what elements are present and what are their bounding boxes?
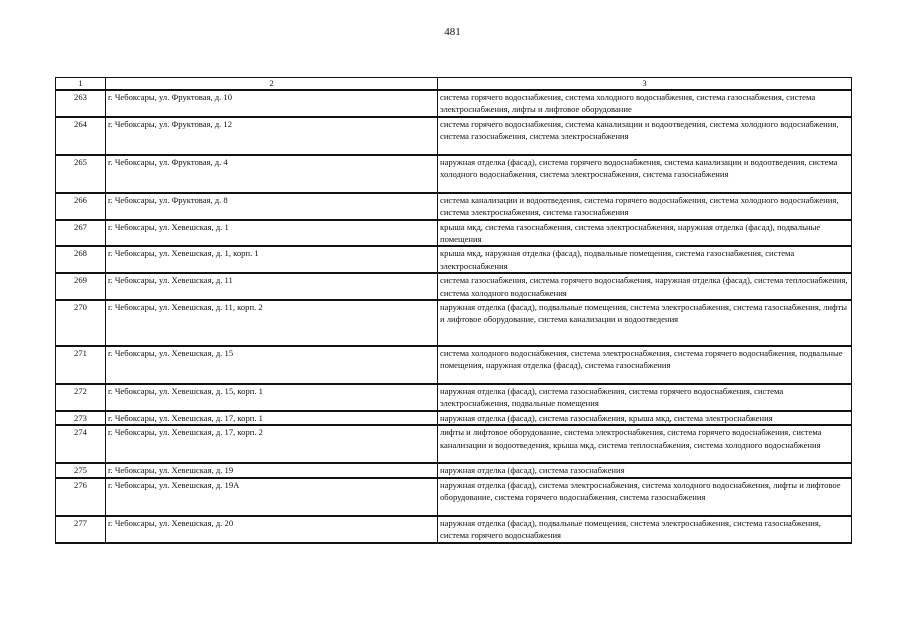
row-number: 264 [56, 117, 106, 155]
row-address: г. Чебоксары, ул. Хевешская, д. 19 [106, 463, 438, 477]
row-address: г. Чебоксары, ул. Фруктовая, д. 8 [106, 193, 438, 220]
row-address: г. Чебоксары, ул. Хевешская, д. 1 [106, 220, 438, 247]
row-number: 270 [56, 300, 106, 346]
row-systems: наружная отделка (фасад), система электроснабжения, система холодного водоснабжения, лифты и лифтовое оборудование, система горячего водоснабжения, система газоснабжения [438, 478, 852, 516]
row-number: 276 [56, 478, 106, 516]
table-row [56, 478, 852, 516]
row-systems: система горячего водоснабжения, система канализации и водоотведения, система холодного водоснабжения, система газоснабжения, система электроснабжения [438, 117, 852, 155]
row-address: г. Чебоксары, ул. Фруктовая, д. 4 [106, 155, 438, 193]
row-address: г. Чебоксары, ул. Хевешская, д. 17, корп. 1 [106, 411, 438, 425]
row-address: г. Чебоксары, ул. Хевешская, д. 1, корп. 1 [106, 246, 438, 273]
row-number: 277 [56, 516, 106, 543]
table-row [56, 246, 852, 273]
table-row [56, 516, 852, 543]
row-number: 273 [56, 411, 106, 425]
table-row [56, 411, 852, 425]
row-number: 265 [56, 155, 106, 193]
page-number: 481 [444, 26, 461, 38]
row-systems: наружная отделка (фасад), система газоснабжения, крыша мкд, система электроснабжения [438, 411, 852, 425]
row-address: г. Чебоксары, ул. Хевешская, д. 20 [106, 516, 438, 543]
row-address: г. Чебоксары, ул. Хевешская, д. 19А [106, 478, 438, 516]
table-row [56, 463, 852, 477]
table-row [56, 220, 852, 247]
row-address: г. Чебоксары, ул. Фруктовая, д. 12 [106, 117, 438, 155]
buildings-table [55, 77, 852, 544]
table-row [56, 193, 852, 220]
header-col-2: 2 [106, 78, 438, 91]
row-systems: наружная отделка (фасад), система газоснабжения, система горячего водоснабжения, система электроснабжения, подвальные помещения [438, 384, 852, 411]
row-address: г. Чебоксары, ул. Хевешская, д. 11, корп. 2 [106, 300, 438, 346]
header-col-3: 3 [438, 78, 852, 91]
row-systems: наружная отделка (фасад), подвальные помещения, система электроснабжения, система газоснабжения, система горячего водоснабжения [438, 516, 852, 543]
row-address: г. Чебоксары, ул. Хевешская, д. 17, корп. 2 [106, 425, 438, 463]
row-number: 271 [56, 346, 106, 384]
row-systems: наружная отделка (фасад), система газоснабжения [438, 463, 852, 477]
row-address: г. Чебоксары, ул. Фруктовая, д. 10 [106, 90, 438, 117]
row-number: 268 [56, 246, 106, 273]
row-address: г. Чебоксары, ул. Хевешская, д. 15 [106, 346, 438, 384]
row-number: 272 [56, 384, 106, 411]
table-header-row [56, 78, 852, 91]
row-number: 263 [56, 90, 106, 117]
table-row [56, 346, 852, 384]
row-systems: система горячего водоснабжения, система холодного водоснабжения, система газоснабжения, система электроснабжения, лифты и лифтовое оборудование [438, 90, 852, 117]
row-number: 266 [56, 193, 106, 220]
row-systems: система газоснабжения, система горячего водоснабжения, наружная отделка (фасад), система теплоснабжения, система холодного водоснабжения [438, 273, 852, 300]
table-row [56, 425, 852, 463]
row-number: 274 [56, 425, 106, 463]
row-systems: система холодного водоснабжения, система электроснабжения, система горячего водоснабжения, подвальные помещения, наружная отделка (фасад), система газоснабжения [438, 346, 852, 384]
row-systems: крыша мкд, система газоснабжения, система электроснабжения, наружная отделка (фасад), подвальные помещения [438, 220, 852, 247]
row-address: г. Чебоксары, ул. Хевешская, д. 11 [106, 273, 438, 300]
row-systems: наружная отделка (фасад), подвальные помещения, система электроснабжения, система газоснабжения, лифты и лифтовое оборудование, система канализации и водоотведения [438, 300, 852, 346]
row-number: 269 [56, 273, 106, 300]
row-systems: система канализации и водоотведения, система горячего водоснабжения, система холодного водоснабжения, система электроснабжения, система газоснабжения [438, 193, 852, 220]
table-row [56, 90, 852, 117]
header-col-1: 1 [56, 78, 106, 91]
table-row [56, 300, 852, 346]
row-systems: наружная отделка (фасад), система горячего водоснабжения, система канализации и водоотведения, система холодного водоснабжения, система электроснабжения, система газоснабжения [438, 155, 852, 193]
table-row [56, 117, 852, 155]
row-number: 267 [56, 220, 106, 247]
row-number: 275 [56, 463, 106, 477]
row-systems: лифты и лифтовое оборудование, система электроснабжения, система горячего водоснабжения, система канализации и водоотведения, крыша мкд, система теплоснабжения, система холодного водоснабжения [438, 425, 852, 463]
row-address: г. Чебоксары, ул. Хевешская, д. 15, корп. 1 [106, 384, 438, 411]
row-systems: крыша мкд, наружная отделка (фасад), подвальные помещения, система газоснабжения, система электроснабжения [438, 246, 852, 273]
table-row [56, 384, 852, 411]
table-row [56, 273, 852, 300]
table-row [56, 155, 852, 193]
